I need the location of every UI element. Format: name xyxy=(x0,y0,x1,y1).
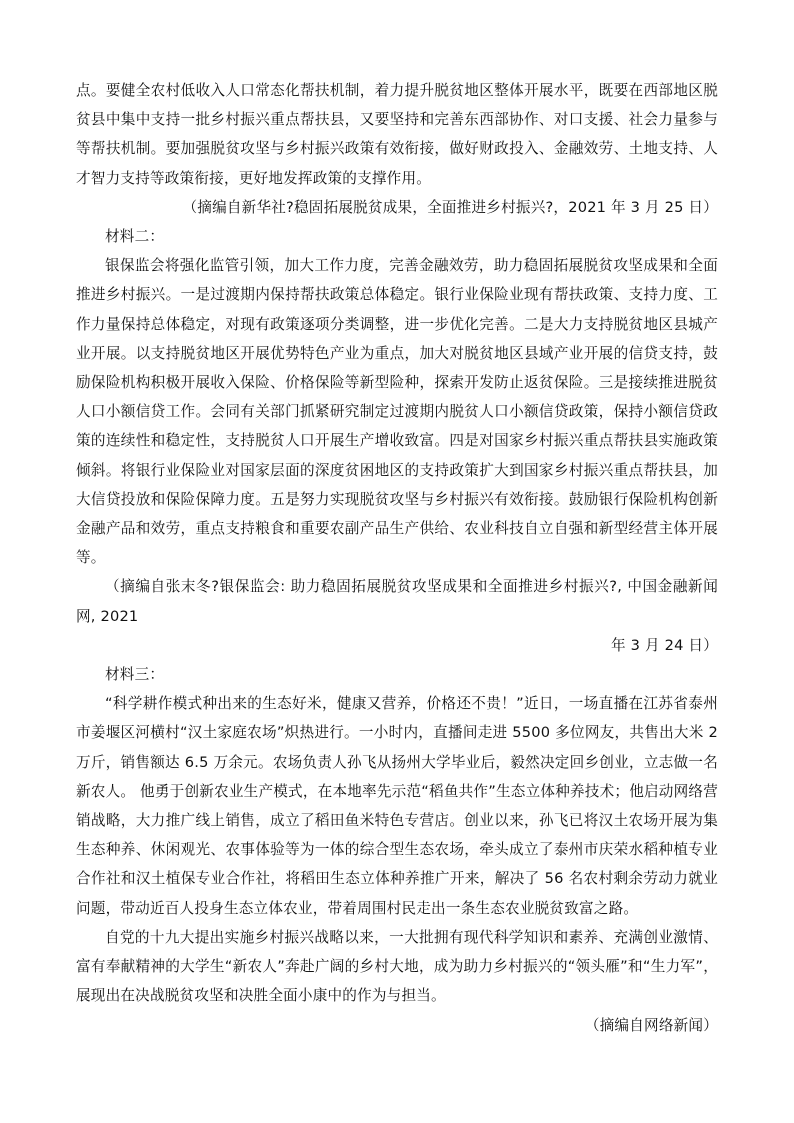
heading-material-three: 材料三： xyxy=(105,666,165,684)
source-citation-material-one: （摘编自新华社?稳固拓展脱贫成果，全面推进乡村振兴?，2021 年 3 月 25 日） xyxy=(182,198,718,216)
paragraph-material-two: 银保监会将强化监管引领，加大工作力度，完善金融效劳，助力稳固拓展脱贫攻坚成果和全面推进乡村振兴。一是过渡期内保持帮扶政策总体稳定。银行业保险业现有帮扶政策、支持力度、工作力量保持总体稳定，对现有政策逐项分类调整，进一步优化完善。二是大力支持脱贫地区县城产业开展。以支持脱贫地区开展优势特色产业为重点，加大对脱贫地区县域产业开展的信贷支持，鼓励保险机构积极开展收入保险、价格保险等新型险种，探索开发防止返贫保险。三是接续推进脱贫人口小额信贷工作。会同有关部门抓紧研究制定过渡期内脱贫人口小额信贷政策，保持小额信贷政策的连续性和稳定性，支持脱贫人口开展生产增收致富。四是对国家乡村振兴重点帮扶县实施政策倾斜。将银行业保险业对国家层面的深度贫困地区的支持政策扩大到国家乡村振兴重点帮扶县，加大信贷投放和保险保障力度。五是努力实现脱贫攻坚与乡村振兴有效衔接。鼓励银行保险机构创新金融产品和效劳，重点支持粮食和重要农副产品生产供给、农业科技自立自强和新型经营主体开展等。 xyxy=(76,257,718,567)
paragraph-material-one-end: 点。要健全农村低收入人口常态化帮扶机制，着力提升脱贫地区整体开展水平，既要在西部地区脱贫县中集中支持一批乡村振兴重点帮扶县，又要坚持和完善东西部协作、对口支援、社会力量参与等帮扶机制。要加强脱贫攻坚与乡村振兴政策有效衔接，做好财政投入、金融效劳、土地支持、人才智力支持等政策衔接，更好地发挥政策的支撑作用。 xyxy=(76,82,718,187)
heading-material-two: 材料二： xyxy=(105,228,165,246)
document-body xyxy=(76,76,718,1040)
source-citation-material-two xyxy=(76,572,718,660)
source-citation-material-two-line1: （摘编自张末冬?银保监会: 助力稳固拓展脱贫攻坚成果和全面推进乡村振兴?, 中国金融新闻网, 2021 xyxy=(76,578,718,625)
source-citation-material-three: （摘编自网络新闻） xyxy=(584,1016,718,1034)
paragraph-material-three: “科学耕作模式种出来的生态好米，健康又营养，价格还不贵！”近日，一场直播在江苏省泰州市姜堰区河横村“汉土家庭农场”炽热进行。一小时内，直播间走进 5500 多位网友，共售出大米 2 万斤，销售额达 6.5 万余元。农场负责人孙飞从扬州大学毕业后，毅然决定回乡创业，立志做一名新农人。 他勇于创新农业生产模式，在本地率先示范“稻鱼共作”生态立体种养技术；他启动网络营销战略，大力推广线上销售，成立了稻田鱼米特色专营店。创业以来，孙飞已将汉土农场开展为集生态种养、休闲观光、农事体验等为一体的综合型生态农场，牵头成立了泰州市庆荣水稻种植专业合作社和汉土植保专业合作社，将稻田生态立体种养推广开来，解决了 56 名农村剩余劳动力就业问题，带动近百人投身生态立体农业，带着周围村民走出一条生态农业脱贫致富之路。 xyxy=(76,695,718,917)
source-citation-material-two-line2: 年 3 月 24 日） xyxy=(611,636,718,654)
paragraph-material-three-second: 自党的十九大提出实施乡村振兴战略以来，一大批拥有现代科学知识和素养、充满创业激情、富有奉献精神的大学生“新农人”奔赴广阔的乡村大地，成为助力乡村振兴的“领头雁”和“生力军”，展现出在决战脱贫攻坚和决胜全面小康中的作为与担当。 xyxy=(76,928,718,1005)
